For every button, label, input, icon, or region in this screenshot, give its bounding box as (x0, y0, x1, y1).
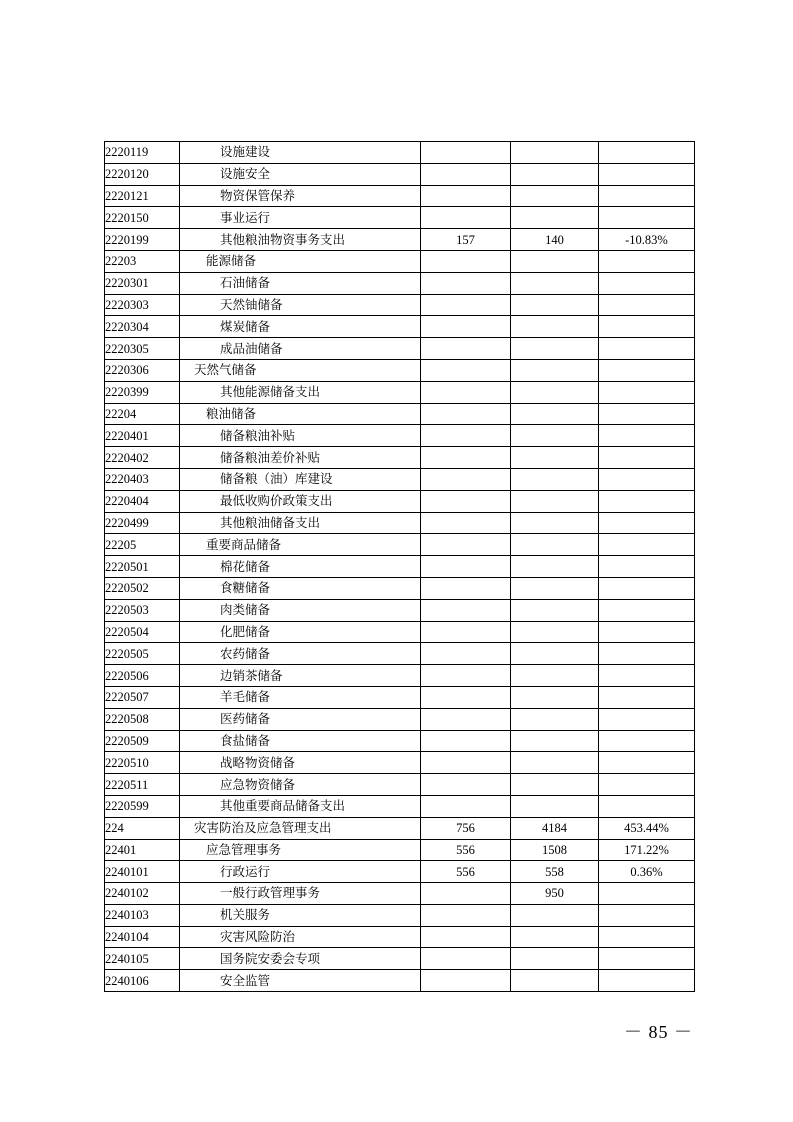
page-number: － 85 － (624, 1022, 693, 1042)
row-value-1 (421, 316, 511, 338)
table-row (105, 861, 695, 883)
row-name: 设施安全 (180, 163, 421, 185)
row-value-2: 558 (511, 861, 599, 883)
row-value-1 (421, 665, 511, 687)
row-value-2 (511, 708, 599, 730)
row-code: 2220507 (105, 686, 180, 708)
row-value-1: 556 (421, 861, 511, 883)
table-row (105, 883, 695, 905)
row-value-2 (511, 447, 599, 469)
row-change-pct (599, 490, 695, 512)
table-row (105, 490, 695, 512)
row-value-2 (511, 730, 599, 752)
row-change-pct (599, 883, 695, 905)
row-name: 羊毛储备 (180, 686, 421, 708)
row-value-1 (421, 643, 511, 665)
row-name: 灾害风险防治 (180, 926, 421, 948)
table-row (105, 904, 695, 926)
row-code: 2220499 (105, 512, 180, 534)
table-row (105, 621, 695, 643)
row-value-1 (421, 904, 511, 926)
row-name: 粮油储备 (180, 403, 421, 425)
row-name: 重要商品储备 (180, 534, 421, 556)
row-change-pct (599, 774, 695, 796)
row-value-1 (421, 795, 511, 817)
row-value-1 (421, 556, 511, 578)
table-row (105, 229, 695, 251)
row-change-pct (599, 621, 695, 643)
table-row (105, 665, 695, 687)
row-change-pct (599, 970, 695, 992)
row-value-1 (421, 948, 511, 970)
row-value-2 (511, 904, 599, 926)
row-code: 2240101 (105, 861, 180, 883)
row-name: 成品油储备 (180, 338, 421, 360)
table-row (105, 948, 695, 970)
table-row (105, 381, 695, 403)
row-change-pct (599, 730, 695, 752)
row-value-1 (421, 185, 511, 207)
row-value-2: 950 (511, 883, 599, 905)
table-row (105, 817, 695, 839)
row-name: 煤炭储备 (180, 316, 421, 338)
row-name: 石油储备 (180, 272, 421, 294)
row-change-pct (599, 534, 695, 556)
row-value-1: 756 (421, 817, 511, 839)
row-name: 物资保管保养 (180, 185, 421, 207)
row-change-pct (599, 338, 695, 360)
table-row (105, 970, 695, 992)
table-row (105, 512, 695, 534)
row-name: 行政运行 (180, 861, 421, 883)
row-value-2 (511, 272, 599, 294)
row-code: 2220501 (105, 556, 180, 578)
row-value-1 (421, 970, 511, 992)
row-code: 2220403 (105, 468, 180, 490)
table-row (105, 730, 695, 752)
row-change-pct (599, 948, 695, 970)
row-change-pct (599, 599, 695, 621)
table-row (105, 926, 695, 948)
table-row (105, 577, 695, 599)
row-name: 事业运行 (180, 207, 421, 229)
row-value-1 (421, 425, 511, 447)
row-value-2: 1508 (511, 839, 599, 861)
row-name: 其他重要商品储备支出 (180, 795, 421, 817)
row-name: 医药储备 (180, 708, 421, 730)
row-change-pct (599, 316, 695, 338)
row-name: 设施建设 (180, 142, 421, 164)
row-change-pct (599, 643, 695, 665)
table-row (105, 163, 695, 185)
row-value-1 (421, 163, 511, 185)
row-name: 灾害防治及应急管理支出 (180, 817, 421, 839)
row-value-1 (421, 468, 511, 490)
row-code: 22205 (105, 534, 180, 556)
row-change-pct (599, 665, 695, 687)
row-value-2 (511, 468, 599, 490)
row-change-pct (599, 381, 695, 403)
row-code: 2220199 (105, 229, 180, 251)
row-code: 2240106 (105, 970, 180, 992)
row-value-1 (421, 403, 511, 425)
row-value-1 (421, 534, 511, 556)
row-code: 2220305 (105, 338, 180, 360)
row-name: 化肥储备 (180, 621, 421, 643)
row-value-1 (421, 883, 511, 905)
row-code: 2220402 (105, 447, 180, 469)
table-row (105, 752, 695, 774)
row-name: 食盐储备 (180, 730, 421, 752)
row-value-1 (421, 250, 511, 272)
row-change-pct (599, 686, 695, 708)
row-name: 其他粮油物资事务支出 (180, 229, 421, 251)
row-value-1 (421, 294, 511, 316)
row-change-pct (599, 294, 695, 316)
row-value-2 (511, 359, 599, 381)
table-row (105, 250, 695, 272)
row-code: 224 (105, 817, 180, 839)
row-code: 2220306 (105, 359, 180, 381)
row-name: 农药储备 (180, 643, 421, 665)
budget-table-body (105, 142, 695, 992)
row-value-2 (511, 316, 599, 338)
row-value-1 (421, 447, 511, 469)
row-change-pct (599, 926, 695, 948)
row-name: 能源储备 (180, 250, 421, 272)
table-row (105, 403, 695, 425)
row-value-1 (421, 708, 511, 730)
table-row (105, 599, 695, 621)
table-row (105, 316, 695, 338)
table-row (105, 556, 695, 578)
row-code: 2220304 (105, 316, 180, 338)
row-value-1: 157 (421, 229, 511, 251)
row-code: 2220510 (105, 752, 180, 774)
row-name: 机关服务 (180, 904, 421, 926)
row-name: 其他能源储备支出 (180, 381, 421, 403)
row-value-2 (511, 774, 599, 796)
row-code: 2220506 (105, 665, 180, 687)
row-code: 2240102 (105, 883, 180, 905)
row-value-2 (511, 142, 599, 164)
row-value-1 (421, 577, 511, 599)
table-row (105, 447, 695, 469)
row-value-2 (511, 948, 599, 970)
row-name: 应急物资储备 (180, 774, 421, 796)
row-name: 最低收购价政策支出 (180, 490, 421, 512)
row-change-pct (599, 468, 695, 490)
table-row (105, 142, 695, 164)
row-code: 2220301 (105, 272, 180, 294)
row-change-pct (599, 577, 695, 599)
row-name: 储备粮油差价补贴 (180, 447, 421, 469)
row-value-1 (421, 142, 511, 164)
row-value-1 (421, 730, 511, 752)
row-value-2 (511, 294, 599, 316)
budget-table (104, 141, 695, 992)
row-name: 边销茶储备 (180, 665, 421, 687)
row-code: 2220509 (105, 730, 180, 752)
row-value-2 (511, 250, 599, 272)
row-value-2 (511, 665, 599, 687)
row-change-pct (599, 272, 695, 294)
row-change-pct: 171.22% (599, 839, 695, 861)
row-value-1 (421, 926, 511, 948)
row-name: 棉花储备 (180, 556, 421, 578)
row-change-pct (599, 185, 695, 207)
row-code: 2220504 (105, 621, 180, 643)
row-change-pct (599, 403, 695, 425)
row-value-1 (421, 381, 511, 403)
row-change-pct (599, 556, 695, 578)
row-value-2 (511, 490, 599, 512)
row-change-pct (599, 904, 695, 926)
row-value-2 (511, 207, 599, 229)
row-value-1 (421, 338, 511, 360)
row-change-pct: 0.36% (599, 861, 695, 883)
row-value-2 (511, 643, 599, 665)
row-value-2 (511, 403, 599, 425)
row-value-2 (511, 795, 599, 817)
row-name: 储备粮油补贴 (180, 425, 421, 447)
row-name: 安全监管 (180, 970, 421, 992)
row-name: 肉类储备 (180, 599, 421, 621)
row-change-pct (599, 207, 695, 229)
row-value-2 (511, 970, 599, 992)
row-code: 2220121 (105, 185, 180, 207)
row-value-2: 140 (511, 229, 599, 251)
row-value-2 (511, 381, 599, 403)
row-value-1 (421, 359, 511, 381)
row-value-1 (421, 272, 511, 294)
row-code: 2220599 (105, 795, 180, 817)
row-change-pct (599, 163, 695, 185)
row-value-2 (511, 926, 599, 948)
row-value-2 (511, 752, 599, 774)
row-value-1 (421, 686, 511, 708)
row-change-pct: 453.44% (599, 817, 695, 839)
table-row (105, 338, 695, 360)
row-code: 2240103 (105, 904, 180, 926)
row-code: 2220508 (105, 708, 180, 730)
row-code: 22203 (105, 250, 180, 272)
row-code: 2220303 (105, 294, 180, 316)
table-row (105, 207, 695, 229)
row-value-1 (421, 512, 511, 534)
row-name: 天然气储备 (180, 359, 421, 381)
row-name: 食糖储备 (180, 577, 421, 599)
row-name: 其他粮油储备支出 (180, 512, 421, 534)
row-value-2 (511, 163, 599, 185)
row-value-2 (511, 534, 599, 556)
row-value-1 (421, 599, 511, 621)
row-code: 2220150 (105, 207, 180, 229)
row-code: 2220399 (105, 381, 180, 403)
row-change-pct (599, 752, 695, 774)
row-change-pct: -10.83% (599, 229, 695, 251)
row-code: 22401 (105, 839, 180, 861)
row-name: 应急管理事务 (180, 839, 421, 861)
row-code: 2220401 (105, 425, 180, 447)
row-code: 2240104 (105, 926, 180, 948)
row-value-2 (511, 512, 599, 534)
row-code: 2220404 (105, 490, 180, 512)
table-row (105, 686, 695, 708)
row-value-2 (511, 577, 599, 599)
table-row (105, 272, 695, 294)
table-row (105, 425, 695, 447)
row-change-pct (599, 512, 695, 534)
row-code: 2220119 (105, 142, 180, 164)
table-row (105, 359, 695, 381)
row-value-1 (421, 621, 511, 643)
row-value-2 (511, 556, 599, 578)
row-code: 2220120 (105, 163, 180, 185)
row-code: 22204 (105, 403, 180, 425)
table-row (105, 708, 695, 730)
table-row (105, 774, 695, 796)
row-code: 2220502 (105, 577, 180, 599)
row-value-2 (511, 621, 599, 643)
row-change-pct (599, 708, 695, 730)
row-code: 2220503 (105, 599, 180, 621)
row-value-2 (511, 599, 599, 621)
row-name: 储备粮（油）库建设 (180, 468, 421, 490)
row-code: 2220505 (105, 643, 180, 665)
table-row (105, 294, 695, 316)
row-value-1: 556 (421, 839, 511, 861)
row-change-pct (599, 447, 695, 469)
row-code: 2240105 (105, 948, 180, 970)
row-value-1 (421, 207, 511, 229)
table-row (105, 795, 695, 817)
row-value-1 (421, 490, 511, 512)
table-row (105, 468, 695, 490)
row-value-1 (421, 752, 511, 774)
row-value-2 (511, 185, 599, 207)
row-change-pct (599, 250, 695, 272)
row-change-pct (599, 425, 695, 447)
row-name: 一般行政管理事务 (180, 883, 421, 905)
table-row (105, 643, 695, 665)
row-value-2: 4184 (511, 817, 599, 839)
row-value-2 (511, 338, 599, 360)
row-name: 战略物资储备 (180, 752, 421, 774)
row-name: 天然铀储备 (180, 294, 421, 316)
row-change-pct (599, 795, 695, 817)
row-name: 国务院安委会专项 (180, 948, 421, 970)
row-value-2 (511, 425, 599, 447)
table-row (105, 534, 695, 556)
table-row (105, 185, 695, 207)
row-code: 2220511 (105, 774, 180, 796)
row-value-1 (421, 774, 511, 796)
row-change-pct (599, 142, 695, 164)
table-row (105, 839, 695, 861)
row-value-2 (511, 686, 599, 708)
row-change-pct (599, 359, 695, 381)
